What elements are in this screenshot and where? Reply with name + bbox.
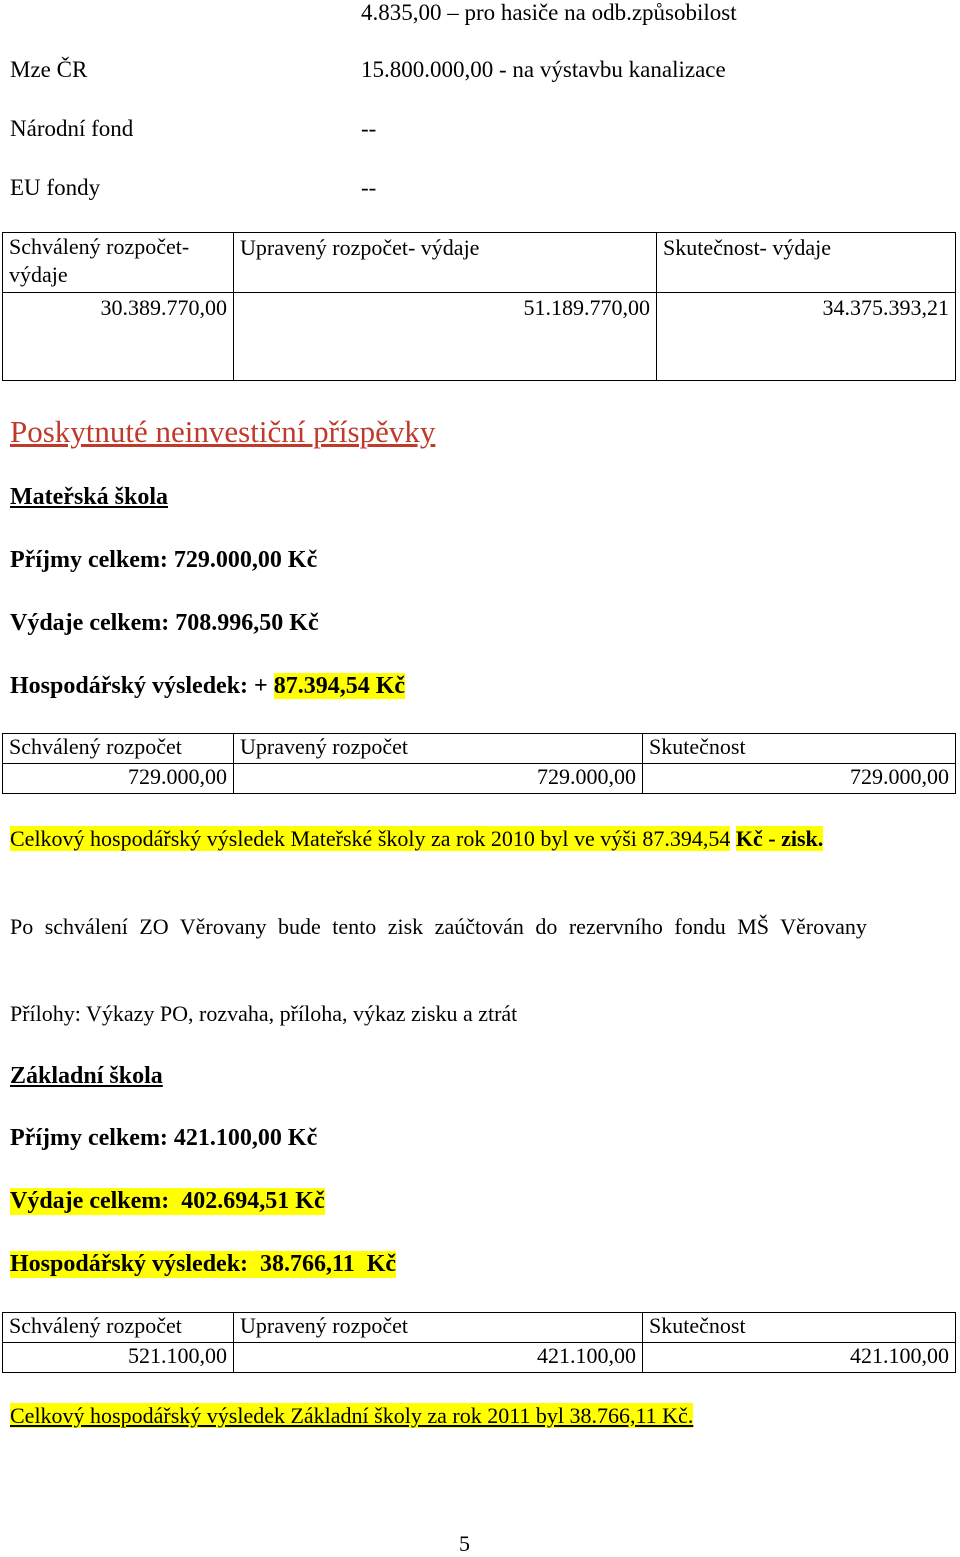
budget-table — [2, 232, 956, 381]
ms-value-schvaleny: 729.000,00 — [3, 764, 234, 794]
narodni-fond-label: Národní fond — [10, 116, 134, 141]
ms-title: Mateřská škola — [10, 484, 168, 510]
ms-vysledek — [10, 673, 405, 700]
budget-value-upraveny: 51.189.770,00 — [234, 293, 657, 381]
page-number: 5 — [459, 1531, 470, 1556]
zs-table-header-row — [3, 1313, 956, 1343]
budget-header-schvaleny-line2: výdaje — [9, 262, 68, 287]
zs-value-upraveny: 421.100,00 — [234, 1343, 643, 1373]
budget-header-upraveny: Upravený rozpočet- výdaje — [234, 233, 657, 293]
ms-schvaleni: Po schválení ZO Věrovany bude tento zisk zaúčtován do rezervního fondu MŠ Věrovany — [10, 914, 867, 939]
zs-title: Základní škola — [10, 1063, 163, 1089]
eu-fondy-value: -- — [361, 175, 377, 200]
section-title: Poskytnuté neinvestiční příspěvky — [10, 414, 436, 449]
ms-header-upraveny: Upravený rozpočet — [234, 734, 643, 764]
zs-value-skutecnost: 421.100,00 — [643, 1343, 956, 1373]
ms-table-value-row — [3, 764, 956, 794]
ms-value-upraveny: 729.000,00 — [234, 764, 643, 794]
ms-value-skutecnost: 729.000,00 — [643, 764, 956, 794]
ms-celkovy-vysledek — [10, 824, 925, 854]
zs-header-schvaleny: Schválený rozpočet — [3, 1313, 234, 1343]
budget-table-value-row — [3, 293, 956, 381]
ms-vysledek-prefix: Hospodářský výsledek: + — [10, 673, 274, 699]
ms-header-schvaleny: Schválený rozpočet — [3, 734, 234, 764]
ms-table — [2, 733, 956, 794]
ms-celkovy-bold: Kč - zisk. — [735, 826, 824, 851]
budget-value-skutecnost: 34.375.393,21 — [657, 293, 956, 381]
budget-value-schvaleny: 30.389.770,00 — [3, 293, 234, 381]
zs-celkovy-text: Celkový hospodářský výsledek Základní školy za rok 2011 byl 38.766,11 Kč. — [10, 1403, 694, 1428]
zs-header-upraveny: Upravený rozpočet — [234, 1313, 643, 1343]
mze-label: Mze ČR — [10, 57, 88, 82]
zs-prijmy: Příjmy celkem: 421.100,00 Kč — [10, 1125, 318, 1151]
eu-fondy-label: EU fondy — [10, 175, 101, 200]
zs-vydaje: Výdaje celkem: 402.694,51 Kč — [10, 1188, 325, 1214]
ms-header-skutecnost: Skutečnost — [643, 734, 956, 764]
budget-table-header-row — [3, 233, 956, 293]
ms-prilohy: Přílohy: Výkazy PO, rozvaha, příloha, výkaz zisku a ztrát — [10, 1001, 518, 1026]
zs-table-value-row — [3, 1343, 956, 1373]
budget-header-schvaleny — [3, 233, 234, 293]
ms-prijmy: Příjmy celkem: 729.000,00 Kč — [10, 547, 318, 573]
zs-header-skutecnost: Skutečnost — [643, 1313, 956, 1343]
zs-celkovy-vysledek — [10, 1403, 693, 1429]
budget-header-schvaleny-line1: Schválený rozpočet- — [9, 234, 190, 259]
zs-vysledek: Hospodářský výsledek: 38.766,11 Kč — [10, 1251, 397, 1277]
hasici-line: 4.835,00 – pro hasiče na odb.způsobilost — [361, 0, 737, 25]
ms-celkovy-text: Celkový hospodářský výsledek Mateřské školy za rok 2010 byl ve výši 87.394,54 — [10, 826, 731, 851]
ms-vysledek-value: 87.394,54 Kč — [273, 673, 406, 699]
zs-table — [2, 1312, 956, 1373]
ms-vydaje: Výdaje celkem: 708.996,50 Kč — [10, 610, 319, 636]
budget-header-skutecnost: Skutečnost- výdaje — [657, 233, 956, 293]
mze-value: 15.800.000,00 - na výstavbu kanalizace — [361, 57, 726, 82]
narodni-fond-value: -- — [361, 116, 377, 141]
zs-value-schvaleny: 521.100,00 — [3, 1343, 234, 1373]
ms-table-header-row — [3, 734, 956, 764]
